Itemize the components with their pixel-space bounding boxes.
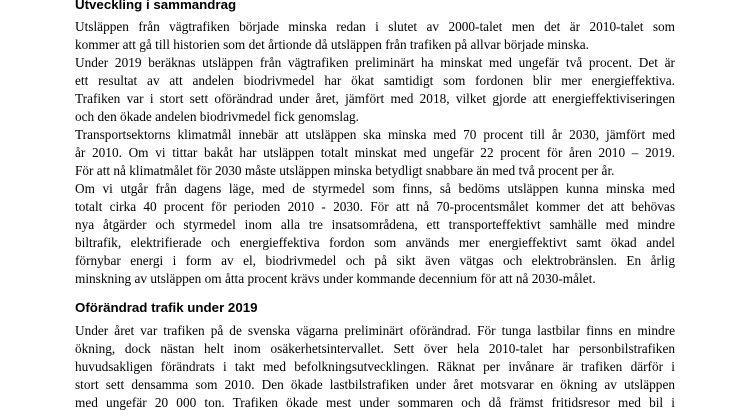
- text-line: och den ökade andelen biodrivmedel fick genomslag.: [75, 109, 359, 124]
- text-line: Under året var trafiken på de svenska vägarna preliminärt oförändrad. För tunga lastbilar finns en mindre: [75, 323, 675, 338]
- text-line: Utsläppen från vägtrafiken började minska redan i slutet av 2000-talet men det är 2010-talet som: [75, 19, 675, 34]
- document-page: [75, 0, 675, 412]
- text-line: minskning av utsläppen om åtta procent krävs under kommande decennium för att nå 2030-målet.: [75, 271, 596, 286]
- text-line: Under 2019 beräknas utsläppen från vägtrafiken preliminärt ha minskat med ungefär två procent. Det är: [75, 55, 675, 70]
- text-line: För att nå klimatmålet för 2030 måste utsläppen minska betydligt snabbare än med två procent per år.: [75, 163, 615, 178]
- text-line: kommer att gå till historien som det årtionde då utsläppen från trafiken på allvar började minska.: [75, 37, 589, 52]
- section-heading: Oförändrad trafik under 2019: [75, 300, 258, 315]
- text-line: nya åtgärder och styrmedel inom alla tre insatsområdena, ett transporteffektivt samhälle med mindre: [75, 217, 675, 232]
- text-line: ökning, dock nästan helt inom osäkerhetsintervallet. Sett över hela 2010-talet har personbilstrafiken: [75, 341, 675, 356]
- text-line: förnybar energi i form av el, biodrivmedel och på sikt även vätgas och elektrobränslen. En årlig: [75, 253, 675, 268]
- text-line: ett resultat av att andelen biodrivmedel har ökat samtidigt som fordonen blir mer energieffektiva.: [75, 73, 675, 88]
- text-line: biltrafik, elektrifierade och energieffektiva fordon som används mer energieffektivt samt ökad andel: [75, 235, 675, 250]
- text-line: stort sett densamma som 2010. Den ökade lastbilstrafiken under året motsvarar en ökning av utsläppen: [75, 377, 675, 392]
- text-line: huvudsakligen förändrats i takt med befolkningsutvecklingen. Räknat per invånare är trafiken därför i: [75, 359, 675, 374]
- section-heading: Utveckling i sammandrag: [75, 0, 237, 12]
- text-line: totalt cirka 40 procent för perioden 2010 - 2030. För att nå 70-procentsmålet kommer det att behövas: [75, 199, 675, 214]
- text-line: Om vi utgår från dagens läge, med de styrmedel som finns, så bedöms utsläppen kunna minska med: [75, 181, 675, 196]
- section-body: [75, 18, 675, 288]
- text-line: år 2010. Om vi tittar bakåt har utsläppen totalt minskat med ungefär 22 procent för åren 2010 – 2019.: [75, 145, 675, 160]
- text-line: Trafiken var i stort sett oförändrad under året, jämfört med 2018, vilket gjorde att energieffektiviseringen: [75, 91, 675, 106]
- text-line: Transportsektorns klimatmål innebär att utsläppen ska minska med 70 procent till år 2030, jämfört med: [75, 127, 675, 142]
- section-body: [75, 322, 675, 412]
- text-line: med ungefär 20 000 ton. Trafiken ökade mest under sommaren och då främst fritidsresor med bil i: [75, 395, 675, 410]
